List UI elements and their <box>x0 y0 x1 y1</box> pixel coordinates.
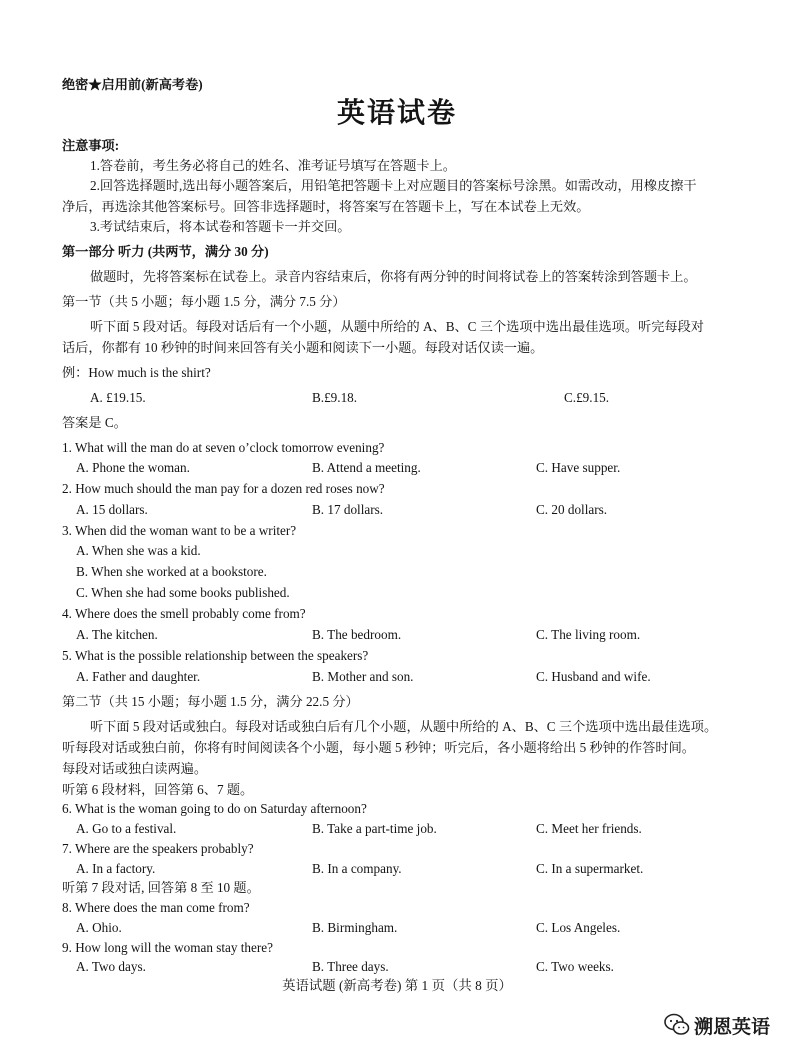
option-a: A. Go to a festival. <box>76 821 177 836</box>
option-a: A. In a factory. <box>76 861 156 876</box>
option-c: C. When she had some books published. <box>76 585 290 600</box>
notes-heading: 注意事项: <box>62 138 120 153</box>
option-a: A. Ohio. <box>76 920 122 935</box>
section2-heading: 第二节（共 15 小题；每小题 1.5 分，满分 22.5 分） <box>62 694 359 709</box>
part1-instruction: 做题时，先将答案标在试卷上。录音内容结束后，你将有两分钟的时间将试卷上的答案转涂到答题卡上。 <box>90 269 697 284</box>
question-4: 4. Where does the smell probably come from? <box>62 606 306 621</box>
question-1: 1. What will the man do at seven o’clock tomorrow evening? <box>62 440 385 455</box>
section1-heading: 第一节（共 5 小题；每小题 1.5 分，满分 7.5 分） <box>62 294 346 309</box>
example-question: 例：How much is the shirt? <box>62 365 211 380</box>
option-c: C. The living room. <box>536 627 641 642</box>
option-c: C. Los Angeles. <box>536 920 621 935</box>
question-5: 5. What is the possible relationship between the speakers? <box>62 648 369 663</box>
option-b: B. 17 dollars. <box>312 502 384 517</box>
section2-instruction: 听下面 5 段对话或独白。每段对话或独白后有几个小题，从题中所给的 A、B、C 三个选项中选出最佳选项。 <box>90 719 718 734</box>
question-2: 2. How much should the man pay for a dozen red roses now? <box>62 481 385 496</box>
page-title: 英语试卷 <box>336 98 457 129</box>
page-footer: 英语试题 (新高考卷) 第 1 页（共 8 页） <box>282 978 512 993</box>
section1-instruction: 听下面 5 段对话。每段对话后有一个小题，从题中所给的 A、B、C 三个选项中选出最佳选项。听完每段对 <box>90 319 704 334</box>
option-b: B. In a company. <box>312 861 402 876</box>
option-a: A. Two days. <box>76 959 146 974</box>
watermark-text: 溯恩英语 <box>694 1015 771 1038</box>
part1-heading: 第一部分 听力 (共两节，满分 30 分) <box>62 244 269 259</box>
option-c: C. Have supper. <box>536 460 621 475</box>
option-a: A. The kitchen. <box>76 627 158 642</box>
option-b: B. Mother and son. <box>312 669 414 684</box>
question-6: 6. What is the woman going to do on Saturday afternoon? <box>62 801 367 816</box>
section2-instruction: 听每段对话或独白前，你将有时间阅读各个小题，每小题 5 秒钟；听完后，各小题将给出 5 秒钟的作答时间。 <box>62 740 695 755</box>
option-a: A. Father and daughter. <box>76 669 201 684</box>
option-c: C. 20 dollars. <box>536 502 608 517</box>
question-9: 9. How long will the woman stay there? <box>62 940 273 955</box>
example-option-b: B.£9.18. <box>312 390 358 405</box>
example-answer: 答案是 C。 <box>62 415 127 430</box>
option-a: A. 15 dollars. <box>76 502 148 517</box>
question-7: 7. Where are the speakers probably? <box>62 841 254 856</box>
option-b: B. When she worked at a bookstore. <box>76 564 267 579</box>
note-item: 1.答卷前，考生务必将自己的姓名、准考证号填写在答题卡上。 <box>90 158 456 173</box>
option-c: C. Two weeks. <box>536 959 614 974</box>
option-a: A. When she was a kid. <box>76 543 201 558</box>
note-item: 3.考试结束后，将本试卷和答题卡一并交回。 <box>90 219 351 234</box>
example-option-a: A. £19.15. <box>90 390 146 405</box>
option-c: C. Meet her friends. <box>536 821 642 836</box>
option-a: A. Phone the woman. <box>76 460 190 475</box>
option-c: C. Husband and wife. <box>536 669 651 684</box>
option-b: B. The bedroom. <box>312 627 402 642</box>
option-c: C. In a supermarket. <box>536 861 644 876</box>
watermark <box>664 1012 784 1038</box>
sub-instruction: 听第 6 段材料，回答第 6、7 题。 <box>62 782 254 797</box>
section1-instruction: 话后，你都有 10 秒钟的时间来回答有关小题和阅读下一小题。每段对话仅读一遍。 <box>62 340 544 355</box>
question-8: 8. Where does the man come from? <box>62 900 250 915</box>
note-item: 2.回答选择题时,选出每小题答案后，用铅笔把答题卡上对应题目的答案标号涂黑。如需改动，用橡皮擦干 <box>90 178 697 193</box>
section2-instruction: 每段对话或独白读两遍。 <box>62 761 208 776</box>
wechat-icon <box>664 1013 690 1037</box>
option-b: B. Three days. <box>312 959 389 974</box>
question-3: 3. When did the woman want to be a writer? <box>62 523 297 538</box>
sub-instruction: 听第 7 段对话, 回答第 8 至 10 题。 <box>62 880 260 895</box>
confidential-label: 绝密★启用前(新高考卷) <box>62 77 203 92</box>
option-b: B. Birmingham. <box>312 920 398 935</box>
option-b: B. Attend a meeting. <box>312 460 421 475</box>
option-b: B. Take a part-time job. <box>312 821 437 836</box>
note-item: 净后，再选涂其他答案标号。回答非选择题时，将答案写在答题卡上，写在本试卷上无效。 <box>62 199 590 214</box>
example-option-c: C.£9.15. <box>564 390 610 405</box>
